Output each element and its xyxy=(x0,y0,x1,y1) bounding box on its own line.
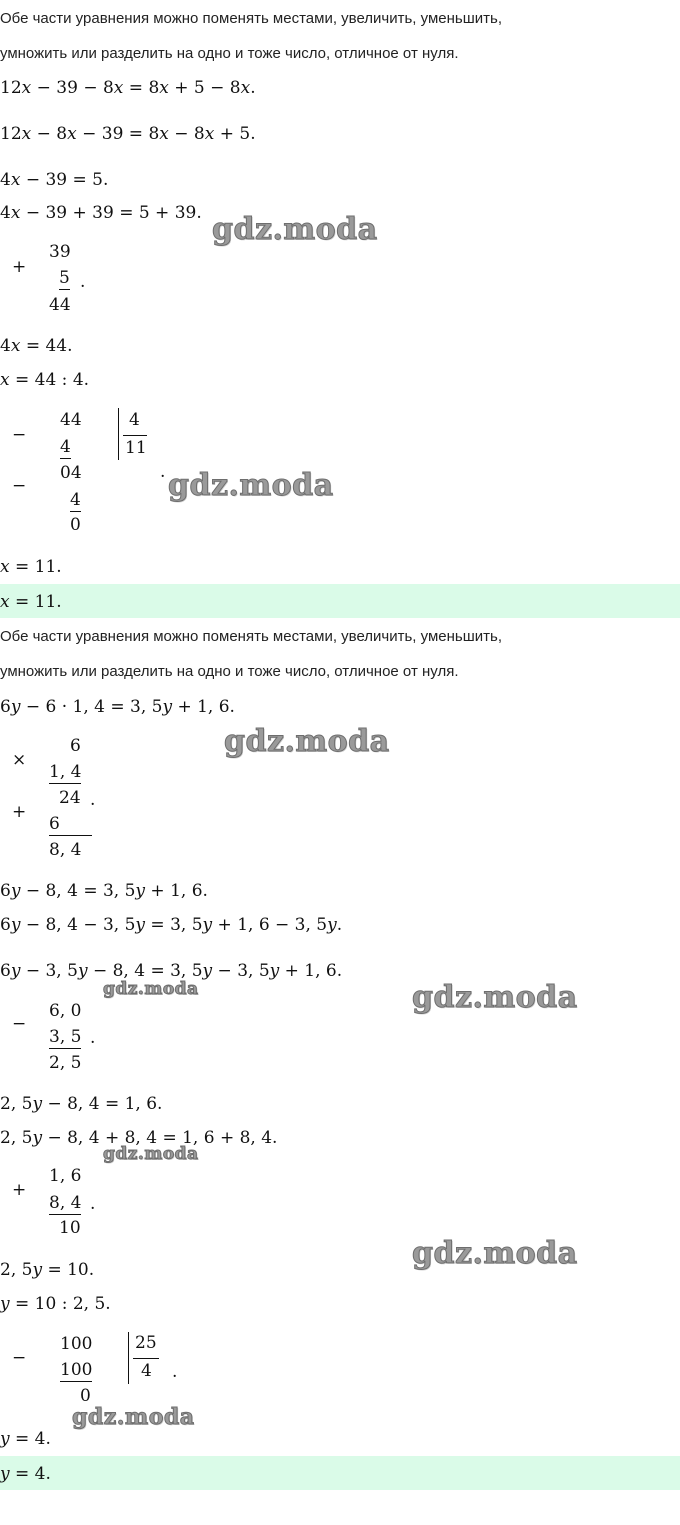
quotient: 4 xyxy=(141,1361,152,1381)
equation-step-1: 12x − 39 − 8x = 8x + 5 − 8x. xyxy=(0,78,256,98)
equation-step-2: 12x − 8x − 39 = 8x − 8x + 5. xyxy=(0,124,256,144)
plus-sign: + xyxy=(12,257,27,277)
dot: . xyxy=(80,272,86,292)
equation-step-5-b: 2, 5y − 8, 4 = 1, 6. xyxy=(0,1094,163,1114)
factor-1: 6 xyxy=(70,736,81,756)
equation-step-4-b: 6y − 3, 5y − 8, 4 = 3, 5y − 3, 5y + 1, 6. xyxy=(0,961,343,981)
equation-step-9-b: y = 4. xyxy=(0,1429,51,1449)
divisor-line xyxy=(123,435,147,436)
divisor-line xyxy=(133,1358,159,1359)
equation-step-7: x = 11. xyxy=(0,557,62,577)
partial-product-1: 24 xyxy=(59,788,81,808)
equation-step-8-b: y = 10 : 2, 5. xyxy=(0,1294,111,1314)
subtrahend-1: 4 xyxy=(60,437,71,457)
watermark-logo: gdz.moda xyxy=(103,1144,199,1164)
watermark-logo: gdz.moda xyxy=(103,979,199,999)
dot: . xyxy=(90,1028,96,1048)
rule-text-line-1-b: Обе части уравнения можно поменять местами, увеличить, уменьшить, xyxy=(0,628,502,645)
equation-step-4: 4x − 39 + 39 = 5 + 39. xyxy=(0,203,202,223)
addend-1: 1, 6 xyxy=(49,1166,82,1186)
division-vertical-bar xyxy=(128,1332,129,1384)
minuend: 6, 0 xyxy=(49,1001,82,1021)
minus-sign: − xyxy=(12,1014,27,1034)
answer-1: x = 11. xyxy=(0,592,62,612)
equation-step-2-b: 6y − 8, 4 = 3, 5y + 1, 6. xyxy=(0,881,208,901)
partial-product-2: 6 xyxy=(49,814,92,836)
dot: . xyxy=(90,1194,96,1214)
rule-text-line-2-b: умножить или разделить на одно и тоже число, отличное от нуля. xyxy=(0,663,459,680)
equation-step-6-b: 2, 5y − 8, 4 + 8, 4 = 1, 6 + 8, 4. xyxy=(0,1128,278,1148)
plus-sign: + xyxy=(12,802,27,822)
answer-2: y = 4. xyxy=(0,1464,51,1484)
times-sign: × xyxy=(12,750,27,770)
rule-text-line-2: умножить или разделить на одно и тоже число, отличное от нуля. xyxy=(0,45,459,62)
equation-step-5: 4x = 44. xyxy=(0,336,73,356)
answer-highlight-2 xyxy=(0,1456,680,1490)
equation-step-3: 4x − 39 = 5. xyxy=(0,170,109,190)
equation-step-1-b: 6y − 6 · 1, 4 = 3, 5y + 1, 6. xyxy=(0,697,235,717)
minus-sign-2: − xyxy=(12,476,27,496)
difference-result: 2, 5 xyxy=(49,1053,82,1073)
product-result: 8, 4 xyxy=(49,840,82,860)
dividend: 44 xyxy=(60,410,82,430)
sum-result: 10 xyxy=(59,1218,81,1238)
sum-result: 44 xyxy=(49,295,71,315)
remainder-1: 04 xyxy=(60,463,82,483)
divisor: 25 xyxy=(135,1333,157,1353)
watermark-logo: gdz.moda xyxy=(412,980,578,1015)
addend-1: 39 xyxy=(49,242,71,262)
equation-step-3-b: 6y − 8, 4 − 3, 5y = 3, 5y + 1, 6 − 3, 5y. xyxy=(0,915,343,935)
dot: . xyxy=(172,1362,178,1382)
divisor: 4 xyxy=(129,410,140,430)
subtrahend-2: 4 xyxy=(70,490,81,510)
equation-step-6: x = 44 : 4. xyxy=(0,370,90,390)
plus-sign: + xyxy=(12,1180,27,1200)
remainder: 0 xyxy=(80,1386,91,1406)
watermark-logo: gdz.moda xyxy=(412,1236,578,1271)
minus-sign-1: − xyxy=(12,425,27,445)
factor-2: 1, 4 xyxy=(49,762,82,782)
minus-sign: − xyxy=(12,1348,27,1368)
watermark-logo: gdz.moda xyxy=(72,1404,195,1430)
dividend: 100 xyxy=(60,1334,93,1354)
watermark-logo: gdz.moda xyxy=(224,724,390,759)
answer-highlight-1 xyxy=(0,584,680,618)
quotient: 11 xyxy=(125,438,147,458)
subtrahend: 100 xyxy=(60,1360,93,1380)
subtrahend: 3, 5 xyxy=(49,1027,82,1047)
equation-step-7-b: 2, 5y = 10. xyxy=(0,1260,95,1280)
rule-text-line-1: Обе части уравнения можно поменять местами, увеличить, уменьшить, xyxy=(0,10,502,27)
addend-2: 5 xyxy=(59,268,70,288)
dot: . xyxy=(90,790,96,810)
remainder-2: 0 xyxy=(70,515,81,535)
addend-2: 8, 4 xyxy=(49,1193,82,1213)
division-vertical-bar xyxy=(118,408,119,460)
dot: . xyxy=(160,462,166,482)
watermark-logo: gdz.moda xyxy=(168,468,334,503)
watermark-logo: gdz.moda xyxy=(212,212,378,247)
